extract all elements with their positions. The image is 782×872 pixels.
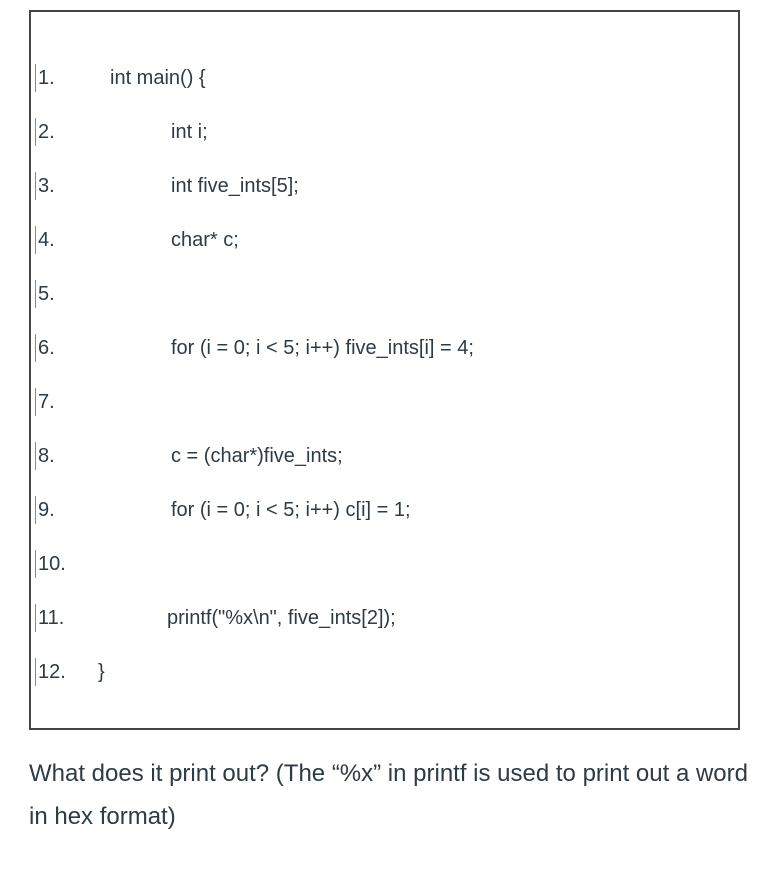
line-number: 7. <box>35 388 55 416</box>
line-code: int i; <box>171 121 208 143</box>
line-number: 1. <box>35 64 55 92</box>
line-code: for (i = 0; i < 5; i++) c[i] = 1; <box>171 499 411 521</box>
question-text: What does it print out? (The “%x” in printf is used to print out a word in hex format) <box>29 760 748 830</box>
line-code: int main() { <box>110 67 206 89</box>
line-number: 4. <box>35 226 55 254</box>
line-number: 8. <box>35 442 55 470</box>
line-code: c = (char*)five_ints; <box>171 445 343 467</box>
line-number: 2. <box>35 118 55 146</box>
line-code: char* c; <box>171 229 239 251</box>
line-code: } <box>98 661 105 683</box>
line-number: 10. <box>35 550 66 578</box>
line-number: 12. <box>35 658 66 686</box>
code-listing <box>29 10 740 730</box>
line-number: 6. <box>35 334 55 362</box>
line-number: 9. <box>35 496 55 524</box>
line-code: for (i = 0; i < 5; i++) five_ints[i] = 4; <box>171 337 474 359</box>
line-code: int five_ints[5]; <box>171 175 299 197</box>
line-number: 11. <box>35 604 64 632</box>
line-number: 3. <box>35 172 55 200</box>
line-number: 5. <box>35 280 55 308</box>
line-code: printf("%x\n", five_ints[2]); <box>167 607 396 629</box>
